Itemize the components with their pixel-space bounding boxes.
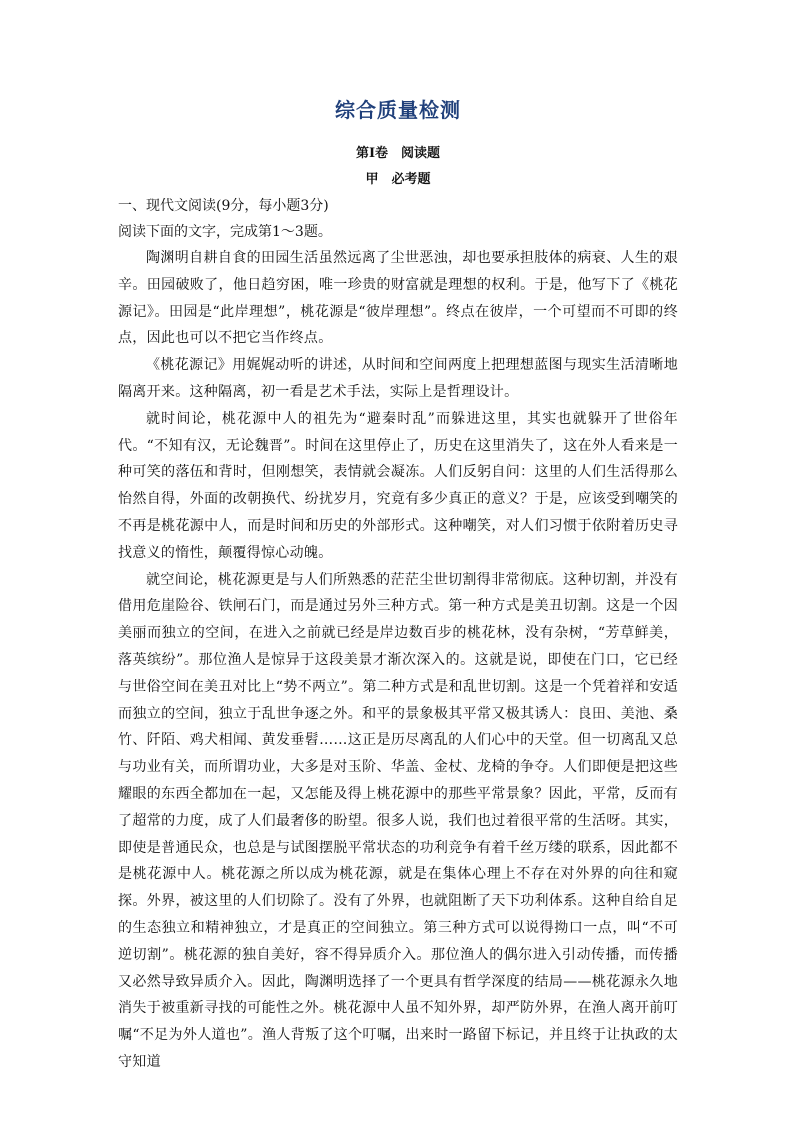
volume-heading: 第Ⅰ卷 阅读题 [355,146,441,161]
paragraph-3: 就时间论，桃花源中人的祖先为“避秦时乱”而躲进这里，其实也就躲开了世俗年代。“不知有汉，无论魏晋”。时间在这里停止了，历史在这里消失了，这在外人看来是一种可笑的落伍和背时，但刚想笑，表情就会凝冻。人们反躬自问：这里的人们生活得那么怡然自得，外面的改朝换代、纷扰岁月，究竟有多少真正的意义？于是，应该受到嘲笑的不再是桃花源中人，而是时间和历史的外部形式。这种嘲笑，对人们习惯于依附着历史寻找意义的惰性，颠覆得惊心动魄。 [118,410,678,561]
paragraph-4: 就空间论，桃花源更是与人们所熟悉的茫茫尘世切割得非常彻底。这种切割，并没有借用危崖险谷、铁闸石门，而是通过另外三种方式。第一种方式是美丑切割。这是一个因美丽而独立的空间，在进入之前就已经是岸边数百步的桃花林，没有杂树，“芳草鲜美，落英缤纷”。那位渔人是惊异于这段美景才渐次深入的。这就是说，即使在门口，它已经与世俗空间在美丑对比上“势不两立”。第二种方式是和乱世切割。这是一个凭着祥和安适而独立的空间，独立于乱世争逐之外。和平的景象极其平常又极其诱人：良田、美池、桑竹、阡陌、鸡犬相闻、黄发垂髫……这正是历尽离乱的人们心中的天堂。但一切离乱又总与功业有关，而所谓功业，大多是对玉阶、华盖、金杖、龙椅的争夺。人们即便是把这些耀眼的东西全都加在一起，又怎能及得上桃花源中的那些平常景象？因此，平常，反而有了超常的力度，成了人们最奢侈的盼望。很多人说，我们也过着很平常的生活呀。其实，即使是普通民众，也总是与试图摆脱平常状态的功利竞争有着千丝万缕的联系，因此都不是桃花源中人。桃花源之所以成为桃花源，就是在集体心理上不存在对外界的向往和窥探。外界，被这里的人们切除了。没有了外界，也就阻断了天下功利体系。这种自给自足的生态独立和精神独立，才是真正的空间独立。第三种方式可以说得拗口一点，叫“不可逆切割”。桃花源的独自美好，容不得异质介入。那位渔人的偶尔进入引动传播，而传播又必然导致异质介入。因此，陶渊明选择了一个更具有哲学深度的结局——桃花源永久地消失于被重新寻找的可能性之外。桃花源中人虽不知外界，却严防外界，在渔人离开前叮嘱“不足为外人道也”。渔人背叛了这个叮嘱，出来时一路留下标记，并且终于让执政的太守知道 [118,571,678,1070]
section-heading: 甲 必考题 [365,172,431,187]
paragraph-2: 《桃花源记》用娓娓动听的讲述，从时间和空间两度上把理想蓝图与现实生活清晰地隔离开来。这种隔离，初一看是艺术手法，实际上是哲理设计。 [118,357,678,400]
paragraph-1: 陶渊明自耕自食的田园生活虽然远离了尘世恶浊，却也要承担肢体的病衰、人生的艰辛。田园破败了，他日趋穷困，唯一珍贵的财富就是理想的权利。于是，他写下了《桃花源记》。田园是“此岸理想”，桃花源是“彼岸理想”。终点在彼岸，一个可望而不可即的终点，因此也可以不把它当作终点。 [118,250,678,347]
document-title: 综合质量检测 [335,98,461,122]
part-heading: 一、现代文阅读(9分，每小题3分) [118,198,329,214]
reading-instruction: 阅读下面的文字，完成第1～3题。 [118,224,332,240]
document-page [118,94,678,1076]
